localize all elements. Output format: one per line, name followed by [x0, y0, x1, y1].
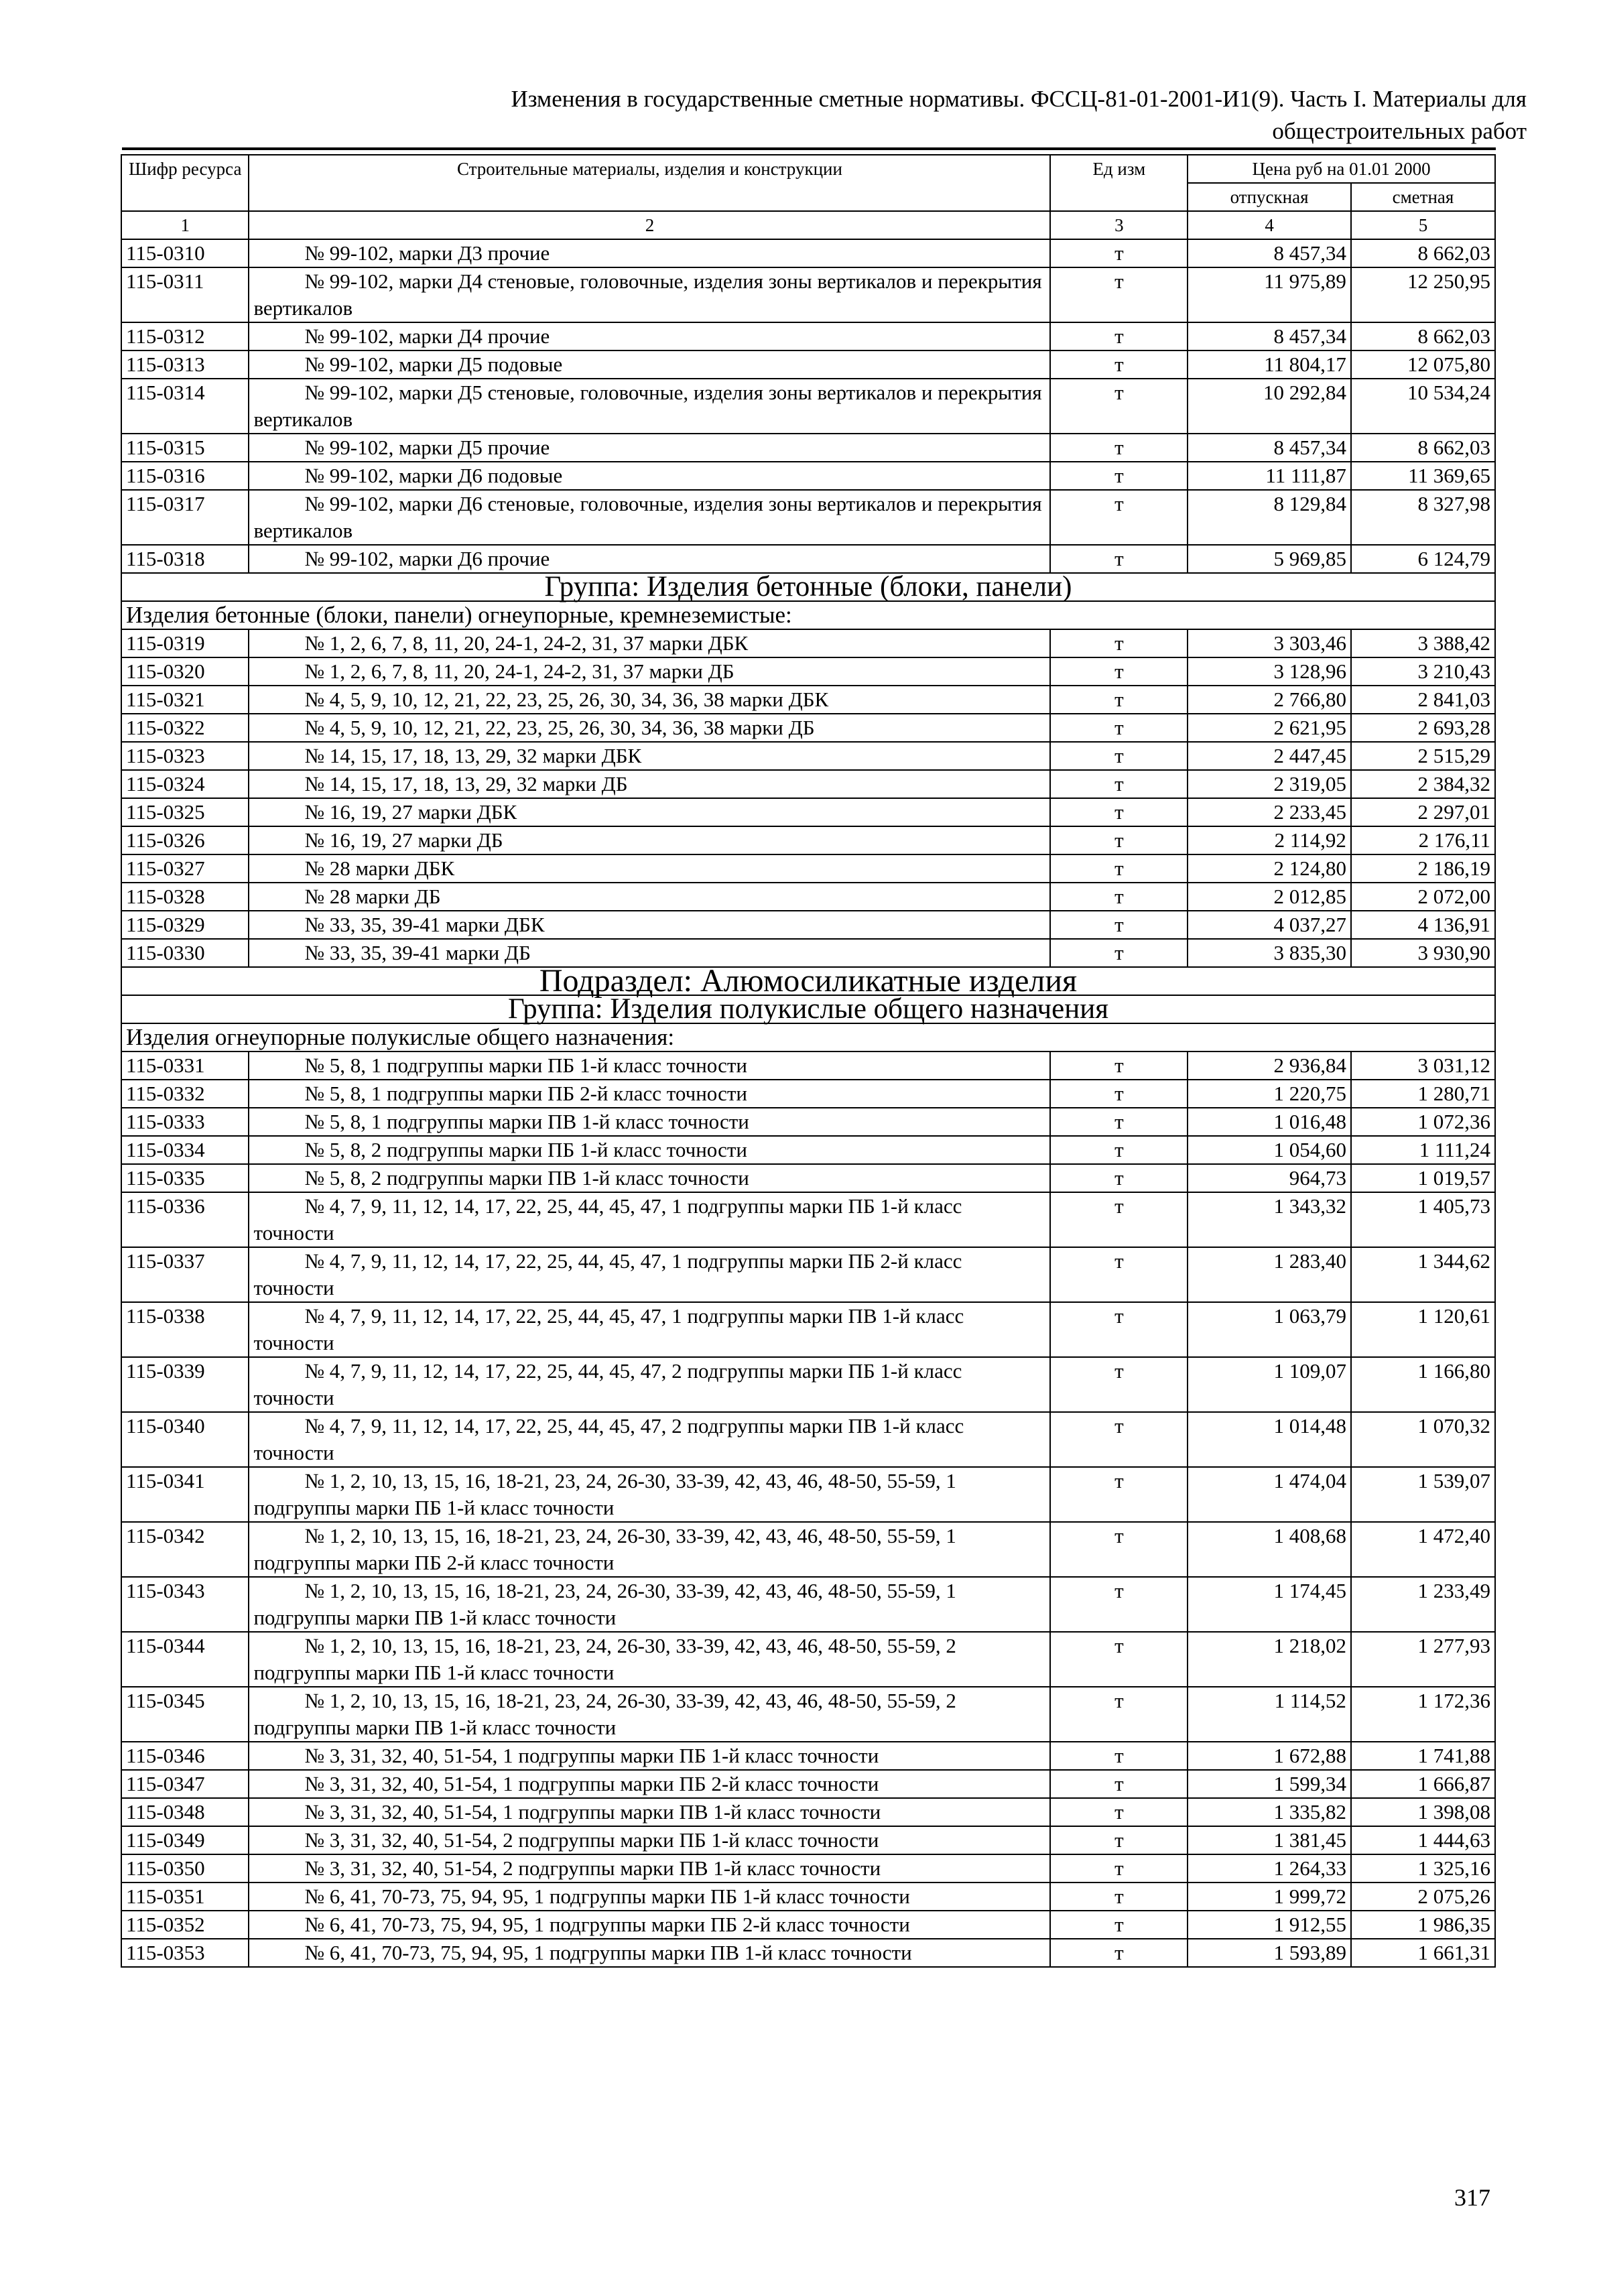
cell-code: 115-0338: [121, 1302, 249, 1357]
cell-price-estimate: 1 166,80: [1351, 1357, 1495, 1412]
intro-row: [121, 1023, 1495, 1051]
cell-unit: т: [1050, 1080, 1188, 1108]
cell-code: 115-0339: [121, 1357, 249, 1412]
cell-code: 115-0314: [121, 379, 249, 434]
cell-name: № 5, 8, 2 подгруппы марки ПВ 1-й класс точности: [249, 1164, 1050, 1192]
intro-text: Изделия огнеупорные полукислые общего назначения:: [121, 1023, 1495, 1051]
cell-price-estimate: 2 515,29: [1351, 742, 1495, 770]
table-head: [121, 155, 1495, 239]
cell-code: 115-0348: [121, 1798, 249, 1826]
cell-code: 115-0327: [121, 854, 249, 883]
cell-price-estimate: 3 930,90: [1351, 939, 1495, 967]
cell-price-estimate: 8 327,98: [1351, 490, 1495, 545]
cell-code: 115-0336: [121, 1192, 249, 1247]
cell-price-estimate: 1 986,35: [1351, 1911, 1495, 1939]
cell-code: 115-0332: [121, 1080, 249, 1108]
cell-name: № 1, 2, 10, 13, 15, 16, 18-21, 23, 24, 26-30, 33-39, 42, 43, 46, 48-50, 55-59, 2 подгруппы марки ПБ 1-й класс точности: [249, 1632, 1050, 1687]
cell-price-release: 2 447,45: [1188, 742, 1351, 770]
cell-price-release: 2 621,95: [1188, 714, 1351, 742]
cell-price-estimate: 1 405,73: [1351, 1192, 1495, 1247]
cell-name: № 3, 31, 32, 40, 51-54, 1 подгруппы марки ПБ 2-й класс точности: [249, 1770, 1050, 1798]
table-row: [121, 1108, 1495, 1136]
cell-code: 115-0317: [121, 490, 249, 545]
cell-price-release: 2 319,05: [1188, 770, 1351, 798]
cell-code: 115-0331: [121, 1051, 249, 1080]
cell-name: № 6, 41, 70-73, 75, 94, 95, 1 подгруппы марки ПВ 1-й класс точности: [249, 1939, 1050, 1967]
subsection-title: Подраздел: Алюмосиликатные изделия: [121, 967, 1495, 995]
cell-name: № 16, 19, 27 марки ДБК: [249, 798, 1050, 826]
cell-code: 115-0315: [121, 434, 249, 462]
table-row: [121, 1164, 1495, 1192]
cell-price-release: 1 672,88: [1188, 1742, 1351, 1770]
cell-name: № 1, 2, 10, 13, 15, 16, 18-21, 23, 24, 26-30, 33-39, 42, 43, 46, 48-50, 55-59, 1 подгруппы марки ПБ 1-й класс точности: [249, 1467, 1050, 1522]
column-number: 3: [1050, 211, 1188, 239]
table-row: [121, 770, 1495, 798]
cell-unit: т: [1050, 1136, 1188, 1164]
cell-price-release: 2 766,80: [1188, 686, 1351, 714]
cell-price-estimate: 2 297,01: [1351, 798, 1495, 826]
cell-name: № 4, 7, 9, 11, 12, 14, 17, 22, 25, 44, 45, 47, 2 подгруппы марки ПБ 1-й класс точности: [249, 1357, 1050, 1412]
cell-price-release: 2 124,80: [1188, 854, 1351, 883]
table-body: [121, 239, 1495, 1967]
cell-price-estimate: 2 186,19: [1351, 854, 1495, 883]
cell-code: 115-0344: [121, 1632, 249, 1687]
cell-code: 115-0337: [121, 1247, 249, 1302]
cell-unit: т: [1050, 1770, 1188, 1798]
table-row: [121, 239, 1495, 267]
group-row: [121, 995, 1495, 1023]
cell-price-release: 1 408,68: [1188, 1522, 1351, 1577]
cell-price-estimate: 1 111,24: [1351, 1136, 1495, 1164]
cell-unit: т: [1050, 629, 1188, 657]
cell-price-estimate: 1 741,88: [1351, 1742, 1495, 1770]
cell-unit: т: [1050, 854, 1188, 883]
cell-code: 115-0345: [121, 1687, 249, 1742]
cell-code: 115-0310: [121, 239, 249, 267]
cell-unit: т: [1050, 1632, 1188, 1687]
cell-code: 115-0350: [121, 1854, 249, 1883]
cell-unit: т: [1050, 379, 1188, 434]
cell-unit: т: [1050, 1577, 1188, 1632]
cell-price-release: 1 593,89: [1188, 1939, 1351, 1967]
table-row: [121, 1687, 1495, 1742]
cell-price-estimate: 1 072,36: [1351, 1108, 1495, 1136]
cell-price-estimate: 12 075,80: [1351, 350, 1495, 379]
cell-code: 115-0346: [121, 1742, 249, 1770]
cell-name: № 99-102, марки Д4 прочие: [249, 322, 1050, 350]
table-row: [121, 545, 1495, 573]
cell-code: 115-0343: [121, 1577, 249, 1632]
cell-name: № 4, 5, 9, 10, 12, 21, 22, 23, 25, 26, 30, 34, 36, 38 марки ДБК: [249, 686, 1050, 714]
cell-price-release: 11 111,87: [1188, 462, 1351, 490]
cell-unit: т: [1050, 462, 1188, 490]
cell-name: № 6, 41, 70-73, 75, 94, 95, 1 подгруппы марки ПБ 1-й класс точности: [249, 1883, 1050, 1911]
cell-price-estimate: 1 539,07: [1351, 1467, 1495, 1522]
cell-code: 115-0318: [121, 545, 249, 573]
table-row: [121, 1467, 1495, 1522]
table-row: [121, 1412, 1495, 1467]
cell-unit: т: [1050, 1742, 1188, 1770]
cell-name: № 4, 5, 9, 10, 12, 21, 22, 23, 25, 26, 30, 34, 36, 38 марки ДБ: [249, 714, 1050, 742]
cell-unit: т: [1050, 1883, 1188, 1911]
cell-unit: т: [1050, 490, 1188, 545]
cell-price-estimate: 2 176,11: [1351, 826, 1495, 854]
table-row: [121, 1136, 1495, 1164]
cell-price-estimate: 1 280,71: [1351, 1080, 1495, 1108]
cell-price-estimate: 8 662,03: [1351, 322, 1495, 350]
cell-unit: т: [1050, 911, 1188, 939]
table-row: [121, 1577, 1495, 1632]
cell-price-estimate: 1 666,87: [1351, 1770, 1495, 1798]
cell-price-release: 3 303,46: [1188, 629, 1351, 657]
table-row: [121, 1247, 1495, 1302]
group-row: [121, 573, 1495, 601]
table-row: [121, 1080, 1495, 1108]
cell-unit: т: [1050, 1302, 1188, 1357]
cell-name: № 6, 41, 70-73, 75, 94, 95, 1 подгруппы марки ПБ 2-й класс точности: [249, 1911, 1050, 1939]
cell-code: 115-0322: [121, 714, 249, 742]
cell-price-estimate: 8 662,03: [1351, 434, 1495, 462]
cell-name: № 99-102, марки Д6 прочие: [249, 545, 1050, 573]
cell-code: 115-0341: [121, 1467, 249, 1522]
cell-price-estimate: 3 210,43: [1351, 657, 1495, 686]
cell-code: 115-0342: [121, 1522, 249, 1577]
col-header-code: Шифр ресурса: [121, 155, 249, 211]
cell-name: № 5, 8, 1 подгруппы марки ПБ 2-й класс точности: [249, 1080, 1050, 1108]
table-row: [121, 490, 1495, 545]
subsection-row: [121, 967, 1495, 995]
table-row: [121, 350, 1495, 379]
cell-price-release: 2 936,84: [1188, 1051, 1351, 1080]
cell-unit: т: [1050, 1687, 1188, 1742]
cell-price-release: 2 114,92: [1188, 826, 1351, 854]
intro-text: Изделия бетонные (блоки, панели) огнеупорные, кремнеземистые:: [121, 601, 1495, 629]
table-row: [121, 714, 1495, 742]
cell-price-release: 2 233,45: [1188, 798, 1351, 826]
cell-code: 115-0321: [121, 686, 249, 714]
cell-price-release: 1 381,45: [1188, 1826, 1351, 1854]
cell-unit: т: [1050, 322, 1188, 350]
header-line-2: общестроительных работ: [1272, 118, 1527, 144]
col-header-price: Цена руб на 01.01 2000: [1188, 155, 1495, 183]
cell-unit: т: [1050, 883, 1188, 911]
cell-price-estimate: 8 662,03: [1351, 239, 1495, 267]
cell-unit: т: [1050, 1522, 1188, 1577]
table-row: [121, 686, 1495, 714]
table-row: [121, 911, 1495, 939]
table-row: [121, 826, 1495, 854]
cell-unit: т: [1050, 267, 1188, 322]
col-header-price-release: отпускная: [1188, 183, 1351, 211]
cell-price-release: 4 037,27: [1188, 911, 1351, 939]
cell-price-estimate: 1 019,57: [1351, 1164, 1495, 1192]
cell-unit: т: [1050, 1108, 1188, 1136]
table-row: [121, 379, 1495, 434]
cell-unit: т: [1050, 1412, 1188, 1467]
cell-price-estimate: 1 277,93: [1351, 1632, 1495, 1687]
cell-price-estimate: 1 344,62: [1351, 1247, 1495, 1302]
cell-code: 115-0320: [121, 657, 249, 686]
cell-unit: т: [1050, 1826, 1188, 1854]
cell-name: № 3, 31, 32, 40, 51-54, 2 подгруппы марки ПБ 1-й класс точности: [249, 1826, 1050, 1854]
cell-name: № 3, 31, 32, 40, 51-54, 2 подгруппы марки ПВ 1-й класс точности: [249, 1854, 1050, 1883]
col-header-price-estimate: сметная: [1351, 183, 1495, 211]
cell-name: № 1, 2, 10, 13, 15, 16, 18-21, 23, 24, 26-30, 33-39, 42, 43, 46, 48-50, 55-59, 1 подгруппы марки ПБ 2-й класс точности: [249, 1522, 1050, 1577]
table-row: [121, 798, 1495, 826]
cell-price-release: 3 128,96: [1188, 657, 1351, 686]
cell-price-release: 1 014,48: [1188, 1412, 1351, 1467]
cell-price-release: 1 335,82: [1188, 1798, 1351, 1826]
table-row: [121, 1939, 1495, 1967]
table-row: [121, 1798, 1495, 1826]
cell-name: № 1, 2, 6, 7, 8, 11, 20, 24-1, 24-2, 31, 37 марки ДБ: [249, 657, 1050, 686]
cell-price-estimate: 1 070,32: [1351, 1412, 1495, 1467]
column-numbers-row: [121, 211, 1495, 239]
cell-price-release: 8 129,84: [1188, 490, 1351, 545]
cell-price-estimate: 3 388,42: [1351, 629, 1495, 657]
cell-name: № 14, 15, 17, 18, 13, 29, 32 марки ДБ: [249, 770, 1050, 798]
price-table: [121, 154, 1496, 1968]
cell-price-release: 8 457,34: [1188, 434, 1351, 462]
cell-name: № 5, 8, 1 подгруппы марки ПВ 1-й класс точности: [249, 1108, 1050, 1136]
cell-price-release: 2 012,85: [1188, 883, 1351, 911]
cell-name: № 5, 8, 2 подгруппы марки ПБ 1-й класс точности: [249, 1136, 1050, 1164]
cell-price-release: 1 343,32: [1188, 1192, 1351, 1247]
cell-name: № 16, 19, 27 марки ДБ: [249, 826, 1050, 854]
cell-price-estimate: 12 250,95: [1351, 267, 1495, 322]
cell-price-estimate: 1 661,31: [1351, 1939, 1495, 1967]
cell-price-release: 1 474,04: [1188, 1467, 1351, 1522]
cell-code: 115-0353: [121, 1939, 249, 1967]
cell-price-release: 1 218,02: [1188, 1632, 1351, 1687]
cell-price-estimate: 1 233,49: [1351, 1577, 1495, 1632]
cell-price-estimate: 1 172,36: [1351, 1687, 1495, 1742]
cell-code: 115-0319: [121, 629, 249, 657]
cell-code: 115-0328: [121, 883, 249, 911]
cell-price-release: 1 174,45: [1188, 1577, 1351, 1632]
table-row: [121, 434, 1495, 462]
cell-code: 115-0351: [121, 1883, 249, 1911]
cell-name: № 28 марки ДБ: [249, 883, 1050, 911]
table-row: [121, 1632, 1495, 1687]
column-number: 2: [249, 211, 1050, 239]
cell-name: № 99-102, марки Д5 прочие: [249, 434, 1050, 462]
cell-name: № 99-102, марки Д6 стеновые, головочные, изделия зоны вертикалов и перекрытия вертикалов: [249, 490, 1050, 545]
table-row: [121, 854, 1495, 883]
cell-unit: т: [1050, 939, 1188, 967]
cell-price-estimate: 1 472,40: [1351, 1522, 1495, 1577]
cell-price-release: 1 912,55: [1188, 1911, 1351, 1939]
cell-unit: т: [1050, 1911, 1188, 1939]
cell-price-estimate: 2 072,00: [1351, 883, 1495, 911]
col-header-unit: Ед изм: [1050, 155, 1188, 211]
cell-price-estimate: 4 136,91: [1351, 911, 1495, 939]
cell-price-release: 1 599,34: [1188, 1770, 1351, 1798]
cell-unit: т: [1050, 714, 1188, 742]
table-row: [121, 1854, 1495, 1883]
column-number: 5: [1351, 211, 1495, 239]
cell-price-estimate: 6 124,79: [1351, 545, 1495, 573]
table-row: [121, 742, 1495, 770]
page-header: [322, 83, 1527, 147]
cell-name: № 3, 31, 32, 40, 51-54, 1 подгруппы марки ПВ 1-й класс точности: [249, 1798, 1050, 1826]
header-line-1: Изменения в государственные сметные нормативы. ФССЦ-81-01-2001-И1(9). Часть I. Материалы для: [511, 86, 1527, 112]
cell-price-estimate: 1 444,63: [1351, 1826, 1495, 1854]
cell-price-estimate: 11 369,65: [1351, 462, 1495, 490]
cell-price-release: 1 264,33: [1188, 1854, 1351, 1883]
cell-code: 115-0349: [121, 1826, 249, 1854]
cell-price-release: 11 804,17: [1188, 350, 1351, 379]
table-row: [121, 883, 1495, 911]
cell-code: 115-0333: [121, 1108, 249, 1136]
table-row: [121, 1357, 1495, 1412]
table-row: [121, 657, 1495, 686]
cell-unit: т: [1050, 1467, 1188, 1522]
table-row: [121, 462, 1495, 490]
cell-name: № 99-102, марки Д3 прочие: [249, 239, 1050, 267]
cell-unit: т: [1050, 1939, 1188, 1967]
cell-price-release: 3 835,30: [1188, 939, 1351, 967]
cell-price-estimate: 10 534,24: [1351, 379, 1495, 434]
cell-price-release: 1 109,07: [1188, 1357, 1351, 1412]
cell-name: № 4, 7, 9, 11, 12, 14, 17, 22, 25, 44, 45, 47, 1 подгруппы марки ПВ 1-й класс точности: [249, 1302, 1050, 1357]
header-rule: [122, 147, 1496, 150]
cell-unit: т: [1050, 798, 1188, 826]
cell-code: 115-0329: [121, 911, 249, 939]
cell-code: 115-0323: [121, 742, 249, 770]
cell-name: № 3, 31, 32, 40, 51-54, 1 подгруппы марки ПБ 1-й класс точности: [249, 1742, 1050, 1770]
cell-price-release: 1 114,52: [1188, 1687, 1351, 1742]
cell-price-release: 1 054,60: [1188, 1136, 1351, 1164]
cell-price-release: 8 457,34: [1188, 322, 1351, 350]
cell-unit: т: [1050, 1192, 1188, 1247]
cell-unit: т: [1050, 1357, 1188, 1412]
cell-price-estimate: 3 031,12: [1351, 1051, 1495, 1080]
cell-name: № 1, 2, 10, 13, 15, 16, 18-21, 23, 24, 26-30, 33-39, 42, 43, 46, 48-50, 55-59, 1 подгруппы марки ПВ 1-й класс точности: [249, 1577, 1050, 1632]
table-row: [121, 629, 1495, 657]
table-row: [121, 1302, 1495, 1357]
cell-code: 115-0330: [121, 939, 249, 967]
cell-code: 115-0326: [121, 826, 249, 854]
cell-unit: т: [1050, 350, 1188, 379]
table-row: [121, 1826, 1495, 1854]
cell-code: 115-0313: [121, 350, 249, 379]
cell-code: 115-0312: [121, 322, 249, 350]
cell-unit: т: [1050, 1854, 1188, 1883]
cell-price-release: 5 969,85: [1188, 545, 1351, 573]
cell-code: 115-0311: [121, 267, 249, 322]
cell-price-release: 964,73: [1188, 1164, 1351, 1192]
table-row: [121, 267, 1495, 322]
cell-price-estimate: 1 120,61: [1351, 1302, 1495, 1357]
column-number: 4: [1188, 211, 1351, 239]
cell-unit: т: [1050, 657, 1188, 686]
cell-code: 115-0340: [121, 1412, 249, 1467]
cell-price-estimate: 1 398,08: [1351, 1798, 1495, 1826]
cell-price-release: 1 999,72: [1188, 1883, 1351, 1911]
cell-code: 115-0325: [121, 798, 249, 826]
cell-name: № 99-102, марки Д5 стеновые, головочные, изделия зоны вертикалов и перекрытия вертикалов: [249, 379, 1050, 434]
table-row: [121, 1770, 1495, 1798]
cell-unit: т: [1050, 1798, 1188, 1826]
cell-price-estimate: 2 384,32: [1351, 770, 1495, 798]
cell-unit: т: [1050, 1164, 1188, 1192]
cell-price-release: 10 292,84: [1188, 379, 1351, 434]
cell-unit: т: [1050, 686, 1188, 714]
cell-code: 115-0352: [121, 1911, 249, 1939]
cell-price-release: 8 457,34: [1188, 239, 1351, 267]
cell-price-estimate: 2 841,03: [1351, 686, 1495, 714]
cell-unit: т: [1050, 1051, 1188, 1080]
cell-price-estimate: 2 075,26: [1351, 1883, 1495, 1911]
col-header-name: Строительные материалы, изделия и конструкции: [249, 155, 1050, 211]
cell-unit: т: [1050, 434, 1188, 462]
cell-code: 115-0324: [121, 770, 249, 798]
cell-unit: т: [1050, 239, 1188, 267]
cell-name: № 4, 7, 9, 11, 12, 14, 17, 22, 25, 44, 45, 47, 1 подгруппы марки ПБ 2-й класс точности: [249, 1247, 1050, 1302]
group-title: Группа: Изделия полукислые общего назначения: [121, 995, 1495, 1023]
cell-unit: т: [1050, 1247, 1188, 1302]
cell-name: № 99-102, марки Д4 стеновые, головочные, изделия зоны вертикалов и перекрытия вертикалов: [249, 267, 1050, 322]
cell-unit: т: [1050, 770, 1188, 798]
cell-name: № 14, 15, 17, 18, 13, 29, 32 марки ДБК: [249, 742, 1050, 770]
cell-price-estimate: 2 693,28: [1351, 714, 1495, 742]
cell-code: 115-0335: [121, 1164, 249, 1192]
cell-price-release: 1 016,48: [1188, 1108, 1351, 1136]
cell-name: № 1, 2, 6, 7, 8, 11, 20, 24-1, 24-2, 31, 37 марки ДБК: [249, 629, 1050, 657]
cell-unit: т: [1050, 826, 1188, 854]
cell-code: 115-0347: [121, 1770, 249, 1798]
group-title: Группа: Изделия бетонные (блоки, панели): [121, 573, 1495, 601]
cell-price-release: 1 220,75: [1188, 1080, 1351, 1108]
cell-code: 115-0316: [121, 462, 249, 490]
cell-price-release: 1 283,40: [1188, 1247, 1351, 1302]
column-number: 1: [121, 211, 249, 239]
table-row: [121, 1742, 1495, 1770]
table-row: [121, 322, 1495, 350]
table-row: [121, 1883, 1495, 1911]
table-row: [121, 1911, 1495, 1939]
cell-unit: т: [1050, 545, 1188, 573]
table-row: [121, 1192, 1495, 1247]
table-row: [121, 1522, 1495, 1577]
cell-name: № 4, 7, 9, 11, 12, 14, 17, 22, 25, 44, 45, 47, 1 подгруппы марки ПБ 1-й класс точности: [249, 1192, 1050, 1247]
cell-name: № 33, 35, 39-41 марки ДБК: [249, 911, 1050, 939]
cell-name: № 99-102, марки Д5 подовые: [249, 350, 1050, 379]
cell-name: № 1, 2, 10, 13, 15, 16, 18-21, 23, 24, 26-30, 33-39, 42, 43, 46, 48-50, 55-59, 2 подгруппы марки ПВ 1-й класс точности: [249, 1687, 1050, 1742]
cell-name: № 33, 35, 39-41 марки ДБ: [249, 939, 1050, 967]
cell-price-release: 1 063,79: [1188, 1302, 1351, 1357]
cell-unit: т: [1050, 742, 1188, 770]
table-row: [121, 1051, 1495, 1080]
cell-price-estimate: 1 325,16: [1351, 1854, 1495, 1883]
cell-name: № 5, 8, 1 подгруппы марки ПБ 1-й класс точности: [249, 1051, 1050, 1080]
intro-row: [121, 601, 1495, 629]
cell-name: № 28 марки ДБК: [249, 854, 1050, 883]
cell-name: № 99-102, марки Д6 подовые: [249, 462, 1050, 490]
page-number: 317: [1454, 2184, 1490, 2211]
cell-code: 115-0334: [121, 1136, 249, 1164]
cell-price-release: 11 975,89: [1188, 267, 1351, 322]
cell-name: № 4, 7, 9, 11, 12, 14, 17, 22, 25, 44, 45, 47, 2 подгруппы марки ПВ 1-й класс точности: [249, 1412, 1050, 1467]
